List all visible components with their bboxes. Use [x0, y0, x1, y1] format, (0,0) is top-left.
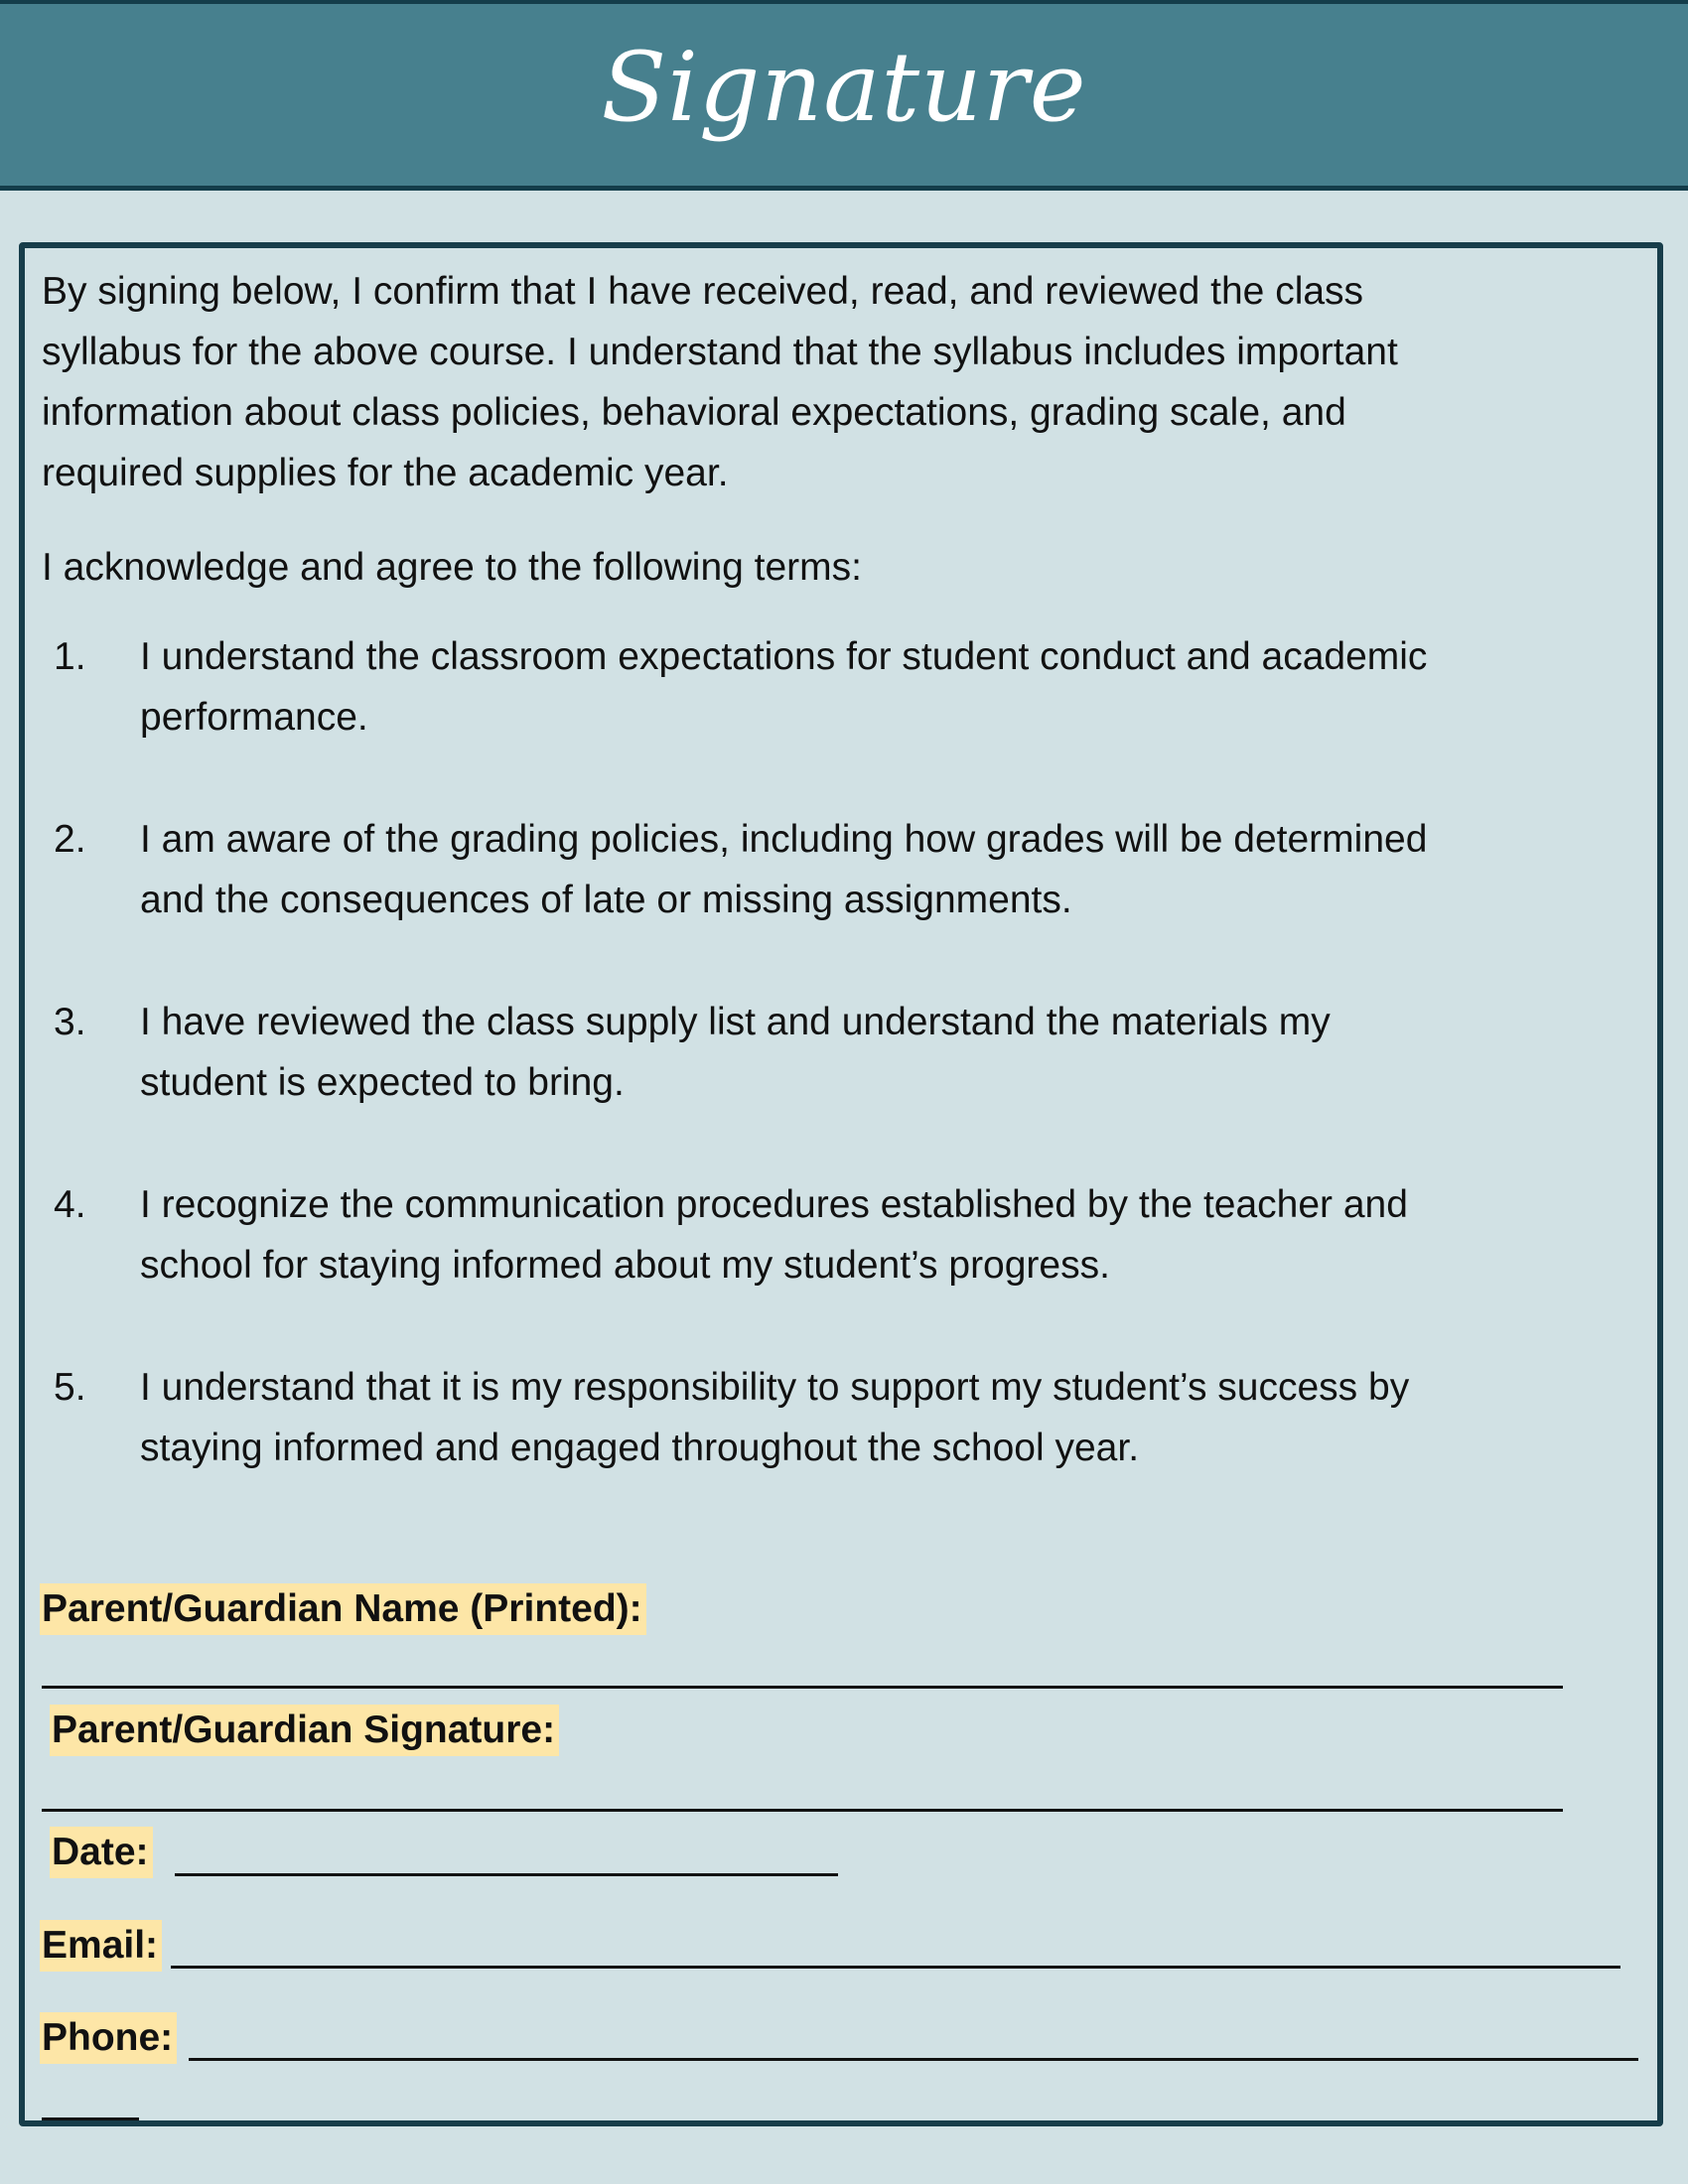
- intro-line: required supplies for the academic year.: [42, 452, 729, 494]
- term-number: 1.: [54, 635, 86, 678]
- email-input-line[interactable]: [171, 1966, 1620, 1969]
- phone-label: Phone:: [40, 2012, 177, 2064]
- term-text: [140, 1174, 1669, 1296]
- email-label: Email:: [40, 1920, 162, 1972]
- term-item: [42, 809, 1630, 992]
- term-number: 5.: [54, 1366, 86, 1409]
- name-label: Parent/Guardian Name (Printed):: [40, 1583, 646, 1635]
- acknowledge-text: I acknowledge and agree to the following terms:: [42, 546, 862, 589]
- signature-input-line[interactable]: [42, 1809, 1563, 1812]
- term-line: and the consequences of late or missing assignments.: [140, 879, 1072, 921]
- phone-input-line[interactable]: [189, 2058, 1638, 2061]
- term-line: student is expected to bring.: [140, 1061, 625, 1104]
- term-number: 2.: [54, 818, 86, 861]
- term-item: [42, 1174, 1630, 1357]
- term-line: I understand that it is my responsibility to support my student’s success by: [140, 1366, 1410, 1409]
- term-item: [42, 1357, 1630, 1540]
- terms-list: [42, 626, 1630, 1540]
- date-input-line[interactable]: [175, 1873, 838, 1876]
- term-line: I recognize the communication procedures established by the teacher and: [140, 1183, 1408, 1226]
- term-line: I have reviewed the class supply list and understand the materials my: [140, 1001, 1331, 1043]
- intro-line: information about class policies, behavioral expectations, grading scale, and: [42, 391, 1346, 434]
- term-text: [140, 1357, 1669, 1478]
- term-text: [140, 809, 1669, 930]
- phone-input-line-overflow: [42, 2117, 139, 2120]
- term-item: [42, 626, 1630, 809]
- term-text: [140, 992, 1669, 1113]
- term-line: staying informed and engaged throughout the school year.: [140, 1427, 1140, 1469]
- term-item: [42, 992, 1630, 1174]
- term-number: 4.: [54, 1183, 86, 1226]
- term-text: [140, 626, 1669, 748]
- date-label: Date:: [50, 1827, 153, 1878]
- term-line: performance.: [140, 696, 368, 739]
- term-number: 3.: [54, 1001, 86, 1043]
- term-line: school for staying informed about my student’s progress.: [140, 1244, 1110, 1287]
- signature-label: Parent/Guardian Signature:: [50, 1705, 559, 1756]
- intro-line: By signing below, I confirm that I have received, read, and reviewed the class: [42, 270, 1364, 313]
- name-input-line[interactable]: [42, 1686, 1563, 1689]
- intro-line: syllabus for the above course. I understand that the syllabus includes important: [42, 331, 1398, 373]
- term-line: I understand the classroom expectations for student conduct and academic: [140, 635, 1428, 678]
- page-title: Signature: [601, 32, 1087, 143]
- term-line: I am aware of the grading policies, including how grades will be determined: [140, 818, 1428, 861]
